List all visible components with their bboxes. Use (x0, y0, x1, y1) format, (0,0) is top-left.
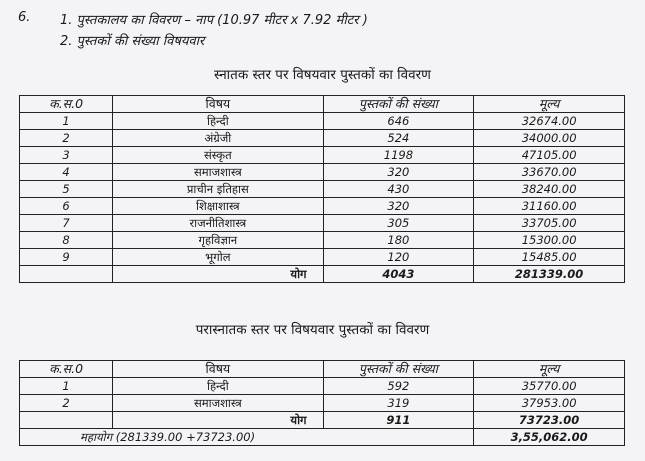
cell-value: 32674.00 (474, 113, 625, 130)
table2-total-row (20, 412, 625, 429)
section-number: 6. (18, 10, 31, 25)
grand-total-label: महायोग (281339.00 +73723.00) (20, 429, 474, 446)
total-empty-cell (20, 412, 113, 429)
cell-subject: प्राचीन इतिहास (113, 181, 323, 198)
cell-subject: गृहविज्ञान (113, 232, 323, 249)
total-count: 911 (323, 412, 474, 429)
cell-value: 15485.00 (474, 249, 625, 266)
cell-subject: हिन्दी (113, 378, 323, 395)
cell-count: 305 (323, 215, 474, 232)
cell-serial: 2 (20, 395, 113, 412)
col-header-subject: विषय (113, 96, 323, 113)
table-row (20, 130, 625, 147)
cell-serial: 2 (20, 130, 113, 147)
cell-value: 37953.00 (474, 395, 625, 412)
cell-subject: राजनीतिशास्त्र (113, 215, 323, 232)
cell-serial: 7 (20, 215, 113, 232)
cell-count: 120 (323, 249, 474, 266)
grand-total-value: 3,55,062.00 (474, 429, 625, 446)
table2-title: परास्नातक स्तर पर विषयवार पुस्तकों का विवरण (195, 322, 430, 338)
table-row (20, 232, 625, 249)
table-row (20, 378, 625, 395)
cell-count: 180 (323, 232, 474, 249)
total-value: 73723.00 (474, 412, 625, 429)
cell-value: 35770.00 (474, 378, 625, 395)
item-1: 1. पुस्तकालय का विवरण – नाप (10.97 मीटर x 7.92 मीटर ) (60, 13, 368, 28)
table-row (20, 215, 625, 232)
cell-subject: संस्कृत (113, 147, 323, 164)
cell-subject: समाजशास्त्र (113, 164, 323, 181)
cell-count: 319 (323, 395, 474, 412)
postgraduate-books-table (19, 360, 625, 446)
cell-count: 430 (323, 181, 474, 198)
cell-serial: 8 (20, 232, 113, 249)
col-header-serial: क.स.0 (20, 361, 113, 378)
col-header-subject: विषय (113, 361, 323, 378)
table1-total-row (20, 266, 625, 283)
cell-count: 320 (323, 164, 474, 181)
cell-serial: 9 (20, 249, 113, 266)
cell-subject: शिक्षाशास्त्र (113, 198, 323, 215)
cell-value: 33670.00 (474, 164, 625, 181)
cell-count: 320 (323, 198, 474, 215)
table-row (20, 147, 625, 164)
total-empty-cell (20, 266, 113, 283)
cell-serial: 1 (20, 113, 113, 130)
table-header-row (20, 96, 625, 113)
table-row (20, 249, 625, 266)
total-value: 281339.00 (474, 266, 625, 283)
col-header-count: पुस्तकों की संख्या (323, 361, 474, 378)
table-row (20, 395, 625, 412)
total-count: 4043 (323, 266, 474, 283)
table-row (20, 113, 625, 130)
cell-count: 592 (323, 378, 474, 395)
cell-subject: अंग्रेजी (113, 130, 323, 147)
total-label: योग (113, 412, 323, 429)
col-header-value: मूल्य (474, 361, 625, 378)
cell-serial: 5 (20, 181, 113, 198)
cell-value: 33705.00 (474, 215, 625, 232)
cell-serial: 6 (20, 198, 113, 215)
table-row (20, 198, 625, 215)
table-header-row (20, 361, 625, 378)
cell-value: 34000.00 (474, 130, 625, 147)
cell-value: 47105.00 (474, 147, 625, 164)
table-row (20, 164, 625, 181)
undergraduate-books-table (19, 95, 625, 283)
table1-title: स्नातक स्तर पर विषयवार पुस्तकों का विवरण (214, 67, 431, 83)
col-header-count: पुस्तकों की संख्या (323, 96, 474, 113)
cell-subject: हिन्दी (113, 113, 323, 130)
col-header-value: मूल्य (474, 96, 625, 113)
cell-subject: समाजशास्त्र (113, 395, 323, 412)
total-label: योग (113, 266, 323, 283)
cell-serial: 1 (20, 378, 113, 395)
cell-serial: 3 (20, 147, 113, 164)
grand-total-row (20, 429, 625, 446)
cell-serial: 4 (20, 164, 113, 181)
cell-count: 646 (323, 113, 474, 130)
cell-value: 31160.00 (474, 198, 625, 215)
cell-value: 15300.00 (474, 232, 625, 249)
table-row (20, 181, 625, 198)
cell-subject: भूगोल (113, 249, 323, 266)
item-2: 2. पुस्तकों की संख्या विषयवार (60, 34, 205, 49)
col-header-serial: क.स.0 (20, 96, 113, 113)
cell-count: 524 (323, 130, 474, 147)
cell-count: 1198 (323, 147, 474, 164)
cell-value: 38240.00 (474, 181, 625, 198)
